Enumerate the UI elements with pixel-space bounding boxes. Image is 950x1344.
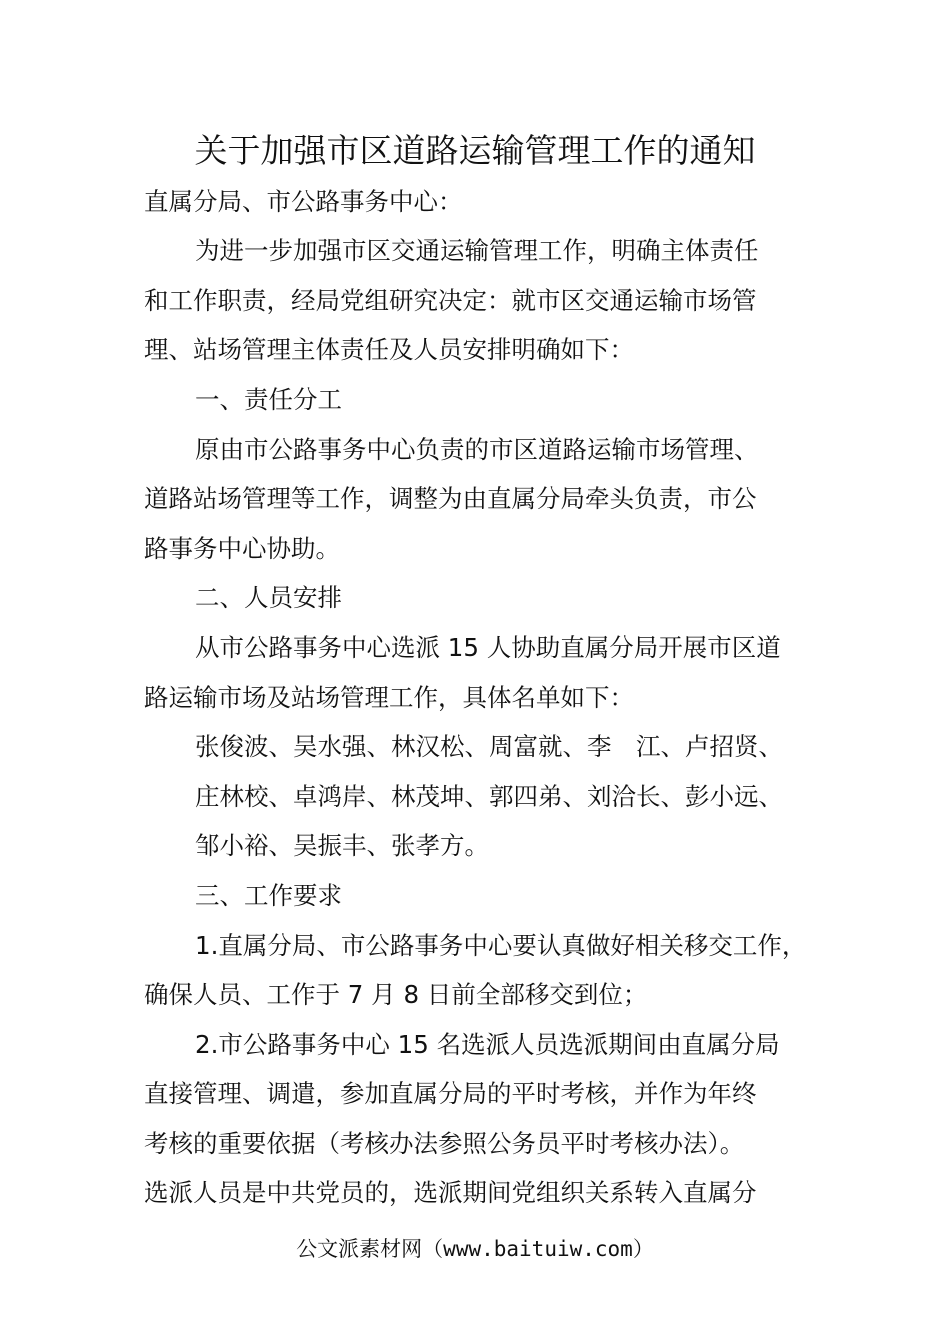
body-line: 2.市公路事务中心 15 名选派人员选派期间由直属分局 (195, 1030, 780, 1059)
section-heading: 一、责任分工 (195, 385, 342, 414)
name-list-line: 邹小裕、吴振丰、张孝方。 (195, 831, 489, 860)
footer-watermark (0, 1232, 950, 1266)
document-title: 关于加强市区道路运输管理工作的通知 (194, 131, 756, 170)
body-line: 路运输市场及站场管理工作，具体名单如下： (144, 683, 634, 712)
body-line: 直接管理、调遣，参加直属分局的平时考核，并作为年终 (144, 1079, 757, 1108)
footer-site-url: （www.baituiw.com） (422, 1237, 654, 1261)
addressee: 直属分局、市公路事务中心： (144, 187, 463, 216)
body-line: 确保人员、工作于 7 月 8 日前全部移交到位； (144, 980, 648, 1009)
body-line: 从市公路事务中心选派 15 人协助直属分局开展市区道 (195, 633, 781, 662)
body-line: 道路站场管理等工作，调整为由直属分局牵头负责，市公 (144, 484, 757, 513)
body-line: 和工作职责，经局党组研究决定：就市区交通运输市场管 (144, 286, 757, 315)
body-line: 选派人员是中共党员的，选派期间党组织关系转入直属分 (144, 1178, 757, 1207)
body-line: 为进一步加强市区交通运输管理工作，明确主体责任 (195, 236, 759, 265)
footer-site-name: 公文派素材网 (296, 1237, 423, 1261)
section-heading: 二、人员安排 (195, 583, 342, 612)
section-heading: 三、工作要求 (195, 881, 342, 910)
body-line: 考核的重要依据（考核办法参照公务员平时考核办法）。 (144, 1129, 745, 1158)
name-list-line: 张俊波、吴水强、林汉松、周富就、李 江、卢招贤、 (195, 732, 783, 761)
body-line: 原由市公路事务中心负责的市区道路运输市场管理、 (195, 435, 759, 464)
body-line: 理、站场管理主体责任及人员安排明确如下： (144, 335, 634, 364)
body-line: 1.直属分局、市公路事务中心要认真做好相关移交工作， (195, 931, 807, 960)
body-line: 路事务中心协助。 (144, 534, 340, 563)
name-list-line: 庄林校、卓鸿岸、林茂坤、郭四弟、刘洽长、彭小远、 (195, 782, 783, 811)
